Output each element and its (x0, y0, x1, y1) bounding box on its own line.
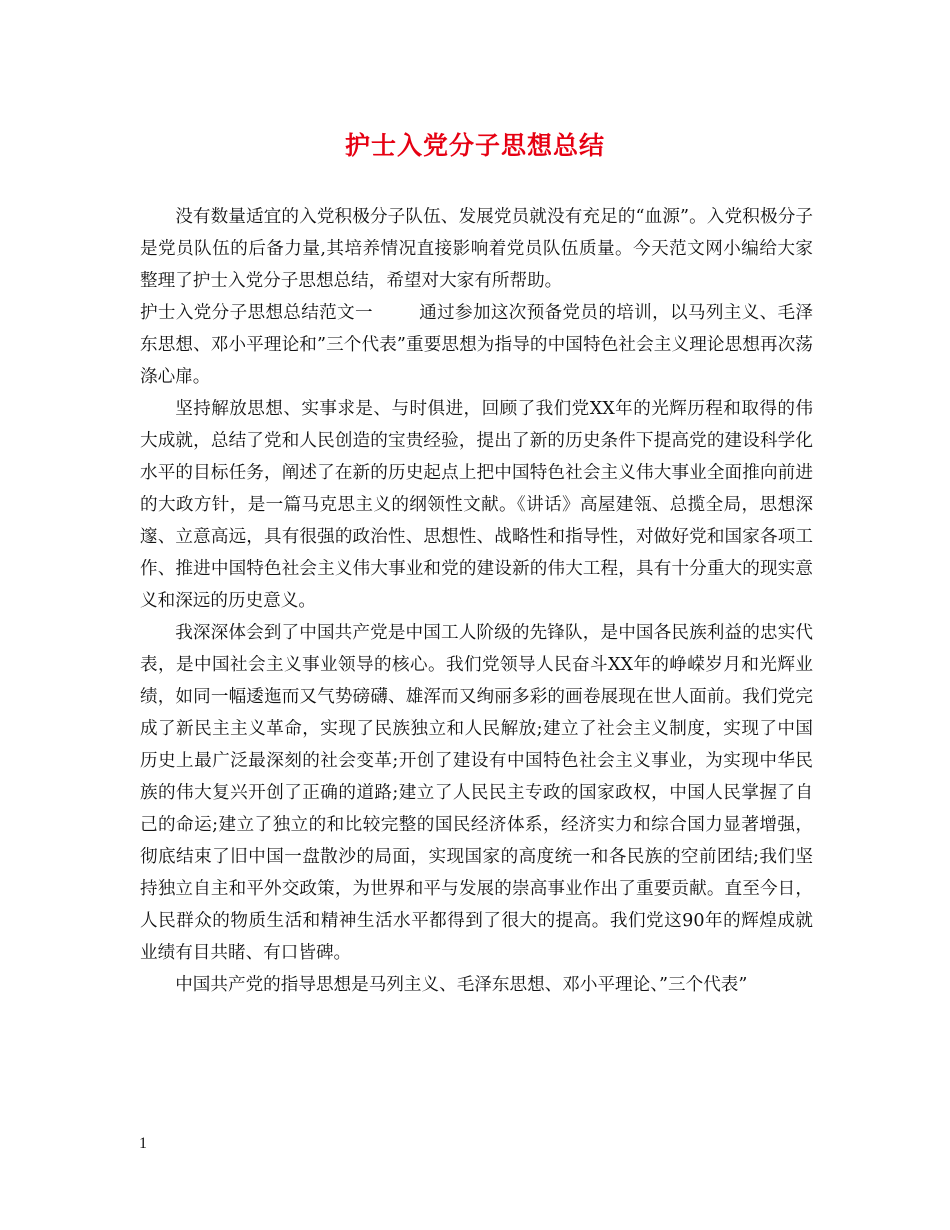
sample-paragraph (140, 297, 813, 393)
body-paragraph: 坚持解放思想、实事求是、与时俱进，回顾了我们党XX年的光辉历程和取得的伟大成就，总结了党和人民创造的宝贵经验，提出了新的历史条件下提高党的建设科学化水平的目标任务，阐述了在新的历史起点上把中国特色社会主义伟大事业全面推向前进的大政方针，是一篇马克思主义的纲领性文献。《讲话》高屋建瓴、总揽全局，思想深邃、立意高远，具有很强的政治性、思想性、战略性和指导性，对做好党和国家各项工作、推进中国特色社会主义伟大事业和党的建设新的伟大工程，具有十分重大的现实意义和深远的历史意义。 (140, 399, 813, 611)
sample-heading: 护士入党分子思想总结范文一 (140, 303, 373, 323)
intro-paragraph: 没有数量适宜的入党积极分子队伍、发展党员就没有充足的“血源”。入党积极分子是党员队伍的后备力量,其培养情况直接影响着党员队伍质量。今天范文网小编给大家整理了护士入党分子思想总结，希望对大家有所帮助。 (140, 207, 813, 291)
document-title: 护士入党分子思想总结 (344, 131, 605, 160)
body-paragraph: 我深深体会到了中国共产党是中国工人阶级的先锋队，是中国各民族利益的忠实代表，是中国社会主义事业领导的核心。我们党领导人民奋斗XX年的峥嵘岁月和光辉业绩，如同一幅逶迤而又气势磅礴、雄浑而又绚丽多彩的画卷展现在世人面前。我们党完成了新民主主义革命，实现了民族独立和人民解放;建立了社会主义制度，实现了中国历史上最广泛最深刻的社会变革;开创了建设有中国特色社会主义事业，为实现中华民族的伟大复兴开创了正确的道路;建立了人民民主专政的国家政权，中国人民掌握了自己的命运;建立了独立的和比较完整的国民经济体系，经济实力和综合国力显著增强，彻底结束了旧中国一盘散沙的局面，实现国家的高度统一和各民族的空前团结;我们坚持独立自主和平外交政策，为世界和平与发展的崇高事业作出了重要贡献。直至今日，人民群众的物质生活和精神生活水平都得到了很大的提高。我们党这90年的辉煌成就业绩有目共睹、有口皆碑。 (140, 623, 813, 963)
page-number: 1 (139, 1135, 147, 1152)
body-paragraph: 中国共产党的指导思想是马列主义、毛泽东思想、邓小平理论、”三个代表” (175, 975, 748, 995)
document-body (140, 201, 813, 1001)
sample-text: 通过参加这次预备党员的培训，以马列主义、毛泽东思想、邓小平理论和”三个代表”重要思想为指导的中国特色社会主义理论思想再次荡涤心扉。 (140, 303, 813, 387)
